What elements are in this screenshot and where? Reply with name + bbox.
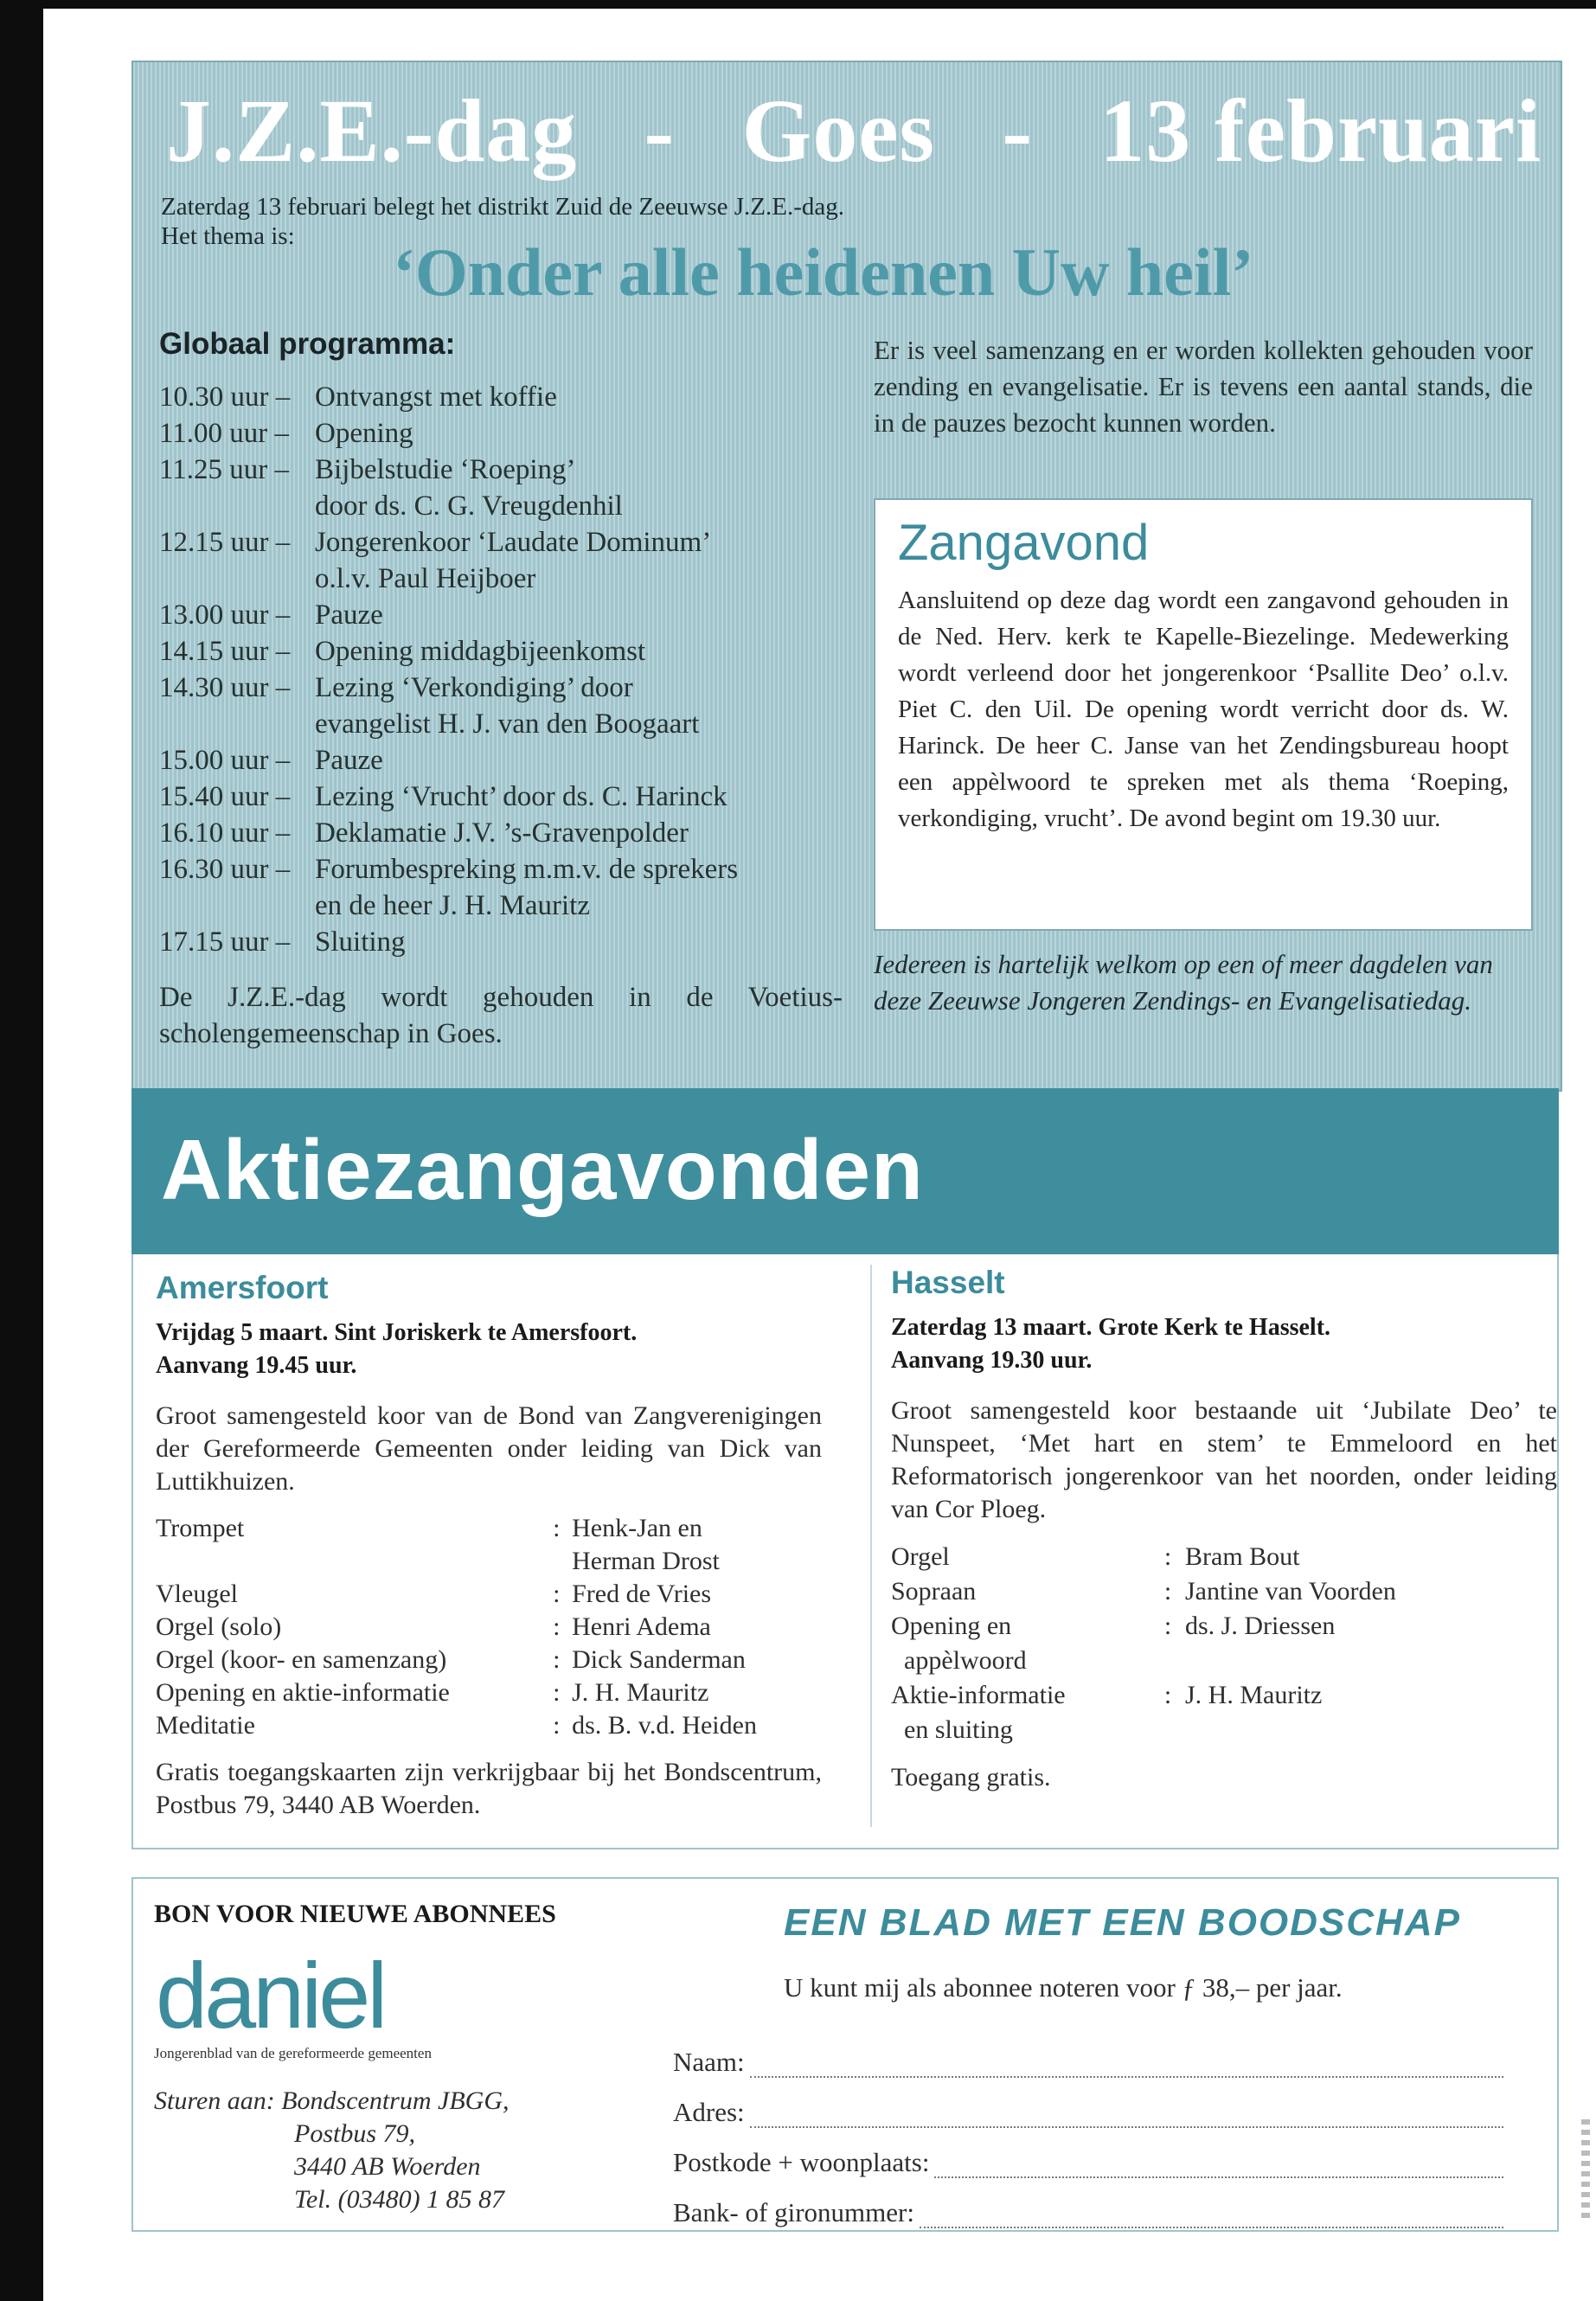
name-field[interactable] (750, 2055, 1503, 2078)
jze-title-dash: - (644, 81, 676, 181)
send-address (154, 2085, 509, 2216)
role-label: Opening en aktie-informatie (156, 1678, 450, 1707)
amersfoort-heading: Amersfoort (156, 1270, 329, 1305)
send-line: Postbus 79, (294, 2119, 416, 2148)
program-time: 15.00 uur – (159, 745, 291, 776)
form-row-bank (673, 2178, 1503, 2228)
program-text: Lezing ‘Vrucht’ door ds. C. Harinck (315, 781, 727, 812)
role-separator: : (553, 1678, 561, 1707)
program-text: Pauze (315, 599, 383, 631)
role-separator: : (553, 1514, 561, 1542)
program-item (159, 815, 843, 851)
jze-location: De J.Z.E.-dag wordt gehouden in de Voetius-scholengemeenschap in Goes. (159, 982, 843, 1049)
hasselt-heading: Hasselt (891, 1265, 1005, 1300)
send-line: Tel. (03480) 1 85 87 (294, 2185, 505, 2214)
aktie-banner (131, 1088, 1559, 1254)
role-label: Meditatie (156, 1711, 255, 1740)
program-list (159, 379, 843, 960)
hasselt-when (891, 1311, 1557, 1377)
program-text: Pauze (315, 745, 383, 776)
jze-title-part: 13 februari (1099, 81, 1542, 181)
program-time: 14.15 uur – (159, 636, 291, 667)
postcode-field[interactable] (934, 2156, 1503, 2178)
role-label: Sopraan (891, 1577, 977, 1606)
form-row-address (673, 2078, 1503, 2128)
amersfoort-description: Groot samengesteld koor van de Bond van Zangverenigingen der Gereformeerde Gemeenten onder leiding van Dick van Luttikhuizen. (156, 1401, 822, 1496)
role-name: ds. B. v.d. Heiden (572, 1711, 757, 1740)
role-separator: : (1163, 1542, 1172, 1571)
address-field[interactable] (750, 2106, 1503, 2128)
zangavond-box (874, 498, 1533, 931)
role-name: Henk-Jan en Herman Drost (572, 1514, 720, 1575)
jze-title-dash: - (1002, 81, 1033, 181)
program-item (159, 851, 843, 924)
hasselt-roles (891, 1540, 1557, 1747)
role-row (156, 1709, 822, 1742)
scan-edge-mark (1581, 2119, 1590, 2223)
subscribe-text: U kunt mij als abonnee noteren voor ƒ 38,– per jaar. (784, 1972, 1343, 2003)
role-label: Orgel (koor- en samenzang) (156, 1645, 447, 1674)
program-time: 11.00 uur – (159, 418, 290, 449)
hasselt-description: Groot samengesteld koor bestaande uit ‘Jubilate Deo’ te Nunspeet, ‘Met hart en stem’ te Emmeloord en het Reformatorisch jongerenkoor van het noorden, onder leiding van Cor Ploeg. (891, 1396, 1557, 1523)
program-heading: Globaal programma: (159, 327, 456, 361)
role-row (156, 1611, 822, 1644)
role-name: Dick Sanderman (572, 1645, 746, 1674)
amersfoort-roles (156, 1512, 822, 1742)
role-name: Fred de Vries (572, 1580, 712, 1608)
role-row (891, 1540, 1557, 1574)
send-label: Sturen aan: (154, 2086, 275, 2115)
role-row (156, 1578, 822, 1611)
coupon-form (673, 2028, 1503, 2228)
role-row (891, 1678, 1557, 1747)
name-label: Naam: (673, 2047, 745, 2077)
amersfoort-when (156, 1317, 822, 1382)
program-item (159, 452, 843, 524)
jze-intro-line: Het thema is: (161, 222, 295, 250)
role-separator: : (553, 1711, 561, 1740)
program-time: 11.25 uur – (159, 454, 290, 485)
role-label: Vleugel (156, 1580, 238, 1608)
bank-field[interactable] (920, 2206, 1503, 2228)
scan-top-border (43, 0, 1596, 9)
program-time: 16.30 uur – (159, 854, 291, 885)
coupon-heading: BON VOOR NIEUWE ABONNEES (154, 1900, 556, 1928)
program-text: Deklamatie J.V. ’s-Gravenpolder (315, 817, 689, 849)
form-row-name (673, 2028, 1503, 2078)
send-line: Bondscentrum JBGG, (281, 2086, 510, 2115)
postcode-label: Postkode + woonplaats: (673, 2147, 930, 2177)
hasselt-free-entry: Toegang gratis. (891, 1763, 1051, 1791)
program-text: Forumbespreking m.m.v. de sprekers en de heer J. H. Mauritz (315, 854, 739, 921)
program-text: Bijbelstudie ‘Roeping’ door ds. C. G. Vreugdenhil (315, 454, 623, 522)
role-separator: : (1163, 1681, 1172, 1709)
welcome-text: Iedereen is hartelijk welkom op een of meer dagdelen van deze Zeeuwse Jongeren Zendings- en Evangelisatiedag. (874, 949, 1493, 1016)
program-time: 17.15 uur – (159, 926, 291, 958)
program-text: Ontvangst met koffie (315, 381, 557, 413)
program-text: Opening (315, 418, 413, 449)
role-name: ds. J. Driessen (1185, 1612, 1336, 1640)
role-name: J. H. Mauritz (572, 1678, 709, 1707)
role-separator: : (1163, 1577, 1172, 1606)
jze-dag-section (131, 61, 1562, 1092)
program-item (159, 779, 843, 815)
program-item (159, 597, 843, 633)
jze-theme: ‘Onder alle heidenen Uw heil’ (393, 234, 1254, 310)
subscription-coupon (131, 1877, 1559, 2232)
jze-title (166, 80, 1542, 183)
program-text: Sluiting (315, 926, 406, 958)
slogan: EEN BLAD MET EEN BOODSCHAP (784, 1901, 1461, 1944)
role-name: J. H. Mauritz (1185, 1681, 1323, 1709)
hasselt-date: Zaterdag 13 maart. Grote Kerk te Hasselt. (891, 1314, 1331, 1341)
program-time: 10.30 uur – (159, 381, 291, 413)
role-label: Orgel (891, 1542, 950, 1571)
role-name: Bram Bout (1185, 1542, 1300, 1571)
zangavond-body: Aansluitend op deze dag wordt een zangavond gehouden in de Ned. Herv. kerk te Kapelle-Biezelinge. Medewerking wordt verleend door het jongerenkoor ‘Psallite Deo’ o.l.v. Piet C. den Uil. De opening wordt verricht door ds. W. Harinck. De heer C. Janse van het Zendingsbureau hoopt een appèlwoord te spreken met als thema ‘Roeping, verkondiging, vrucht’. De avond begint om 19.30 uur. (898, 586, 1509, 832)
role-row (156, 1676, 822, 1709)
amersfoort-column (156, 1270, 822, 1822)
bank-label: Bank- of gironummer: (673, 2197, 914, 2227)
zangavond-title: Zangavond (898, 515, 1150, 571)
aktie-section (131, 1254, 1559, 1849)
amersfoort-start: Aanvang 19.45 uur. (156, 1352, 357, 1379)
jze-title-part: Goes (741, 81, 936, 181)
aktie-title: Aktiezangavonden (161, 1122, 924, 1217)
program-time: 12.15 uur – (159, 527, 291, 558)
amersfoort-date: Vrijdag 5 maart. Sint Joriskerk te Amersfoort. (156, 1319, 638, 1346)
logo-subtitle: Jongerenblad van de gereformeerde gemeenten (154, 2045, 432, 2061)
program-text: Jongerenkoor ‘Laudate Dominum’ o.l.v. Paul Heijboer (315, 527, 712, 594)
program-item (159, 670, 843, 742)
program-time: 14.30 uur – (159, 672, 291, 703)
role-separator: : (553, 1645, 561, 1674)
hasselt-column (870, 1265, 1557, 1827)
jze-intro-line: Zaterdag 13 februari belegt het distrikt Zuid de Zeeuwse J.Z.E.-dag. (161, 193, 844, 221)
scan-left-border (0, 0, 43, 2301)
program-time: 15.40 uur – (159, 781, 291, 812)
program-item (159, 742, 843, 779)
daniel-logo-word: daniel (156, 1943, 385, 2048)
role-label: Trompet (156, 1514, 245, 1542)
jze-right-intro: Er is veel samenzang en er worden kollekten gehouden voor zending en evangelisatie. Er is tevens een aantal stands, die in de pauzes bezocht kunnen worden. (874, 335, 1533, 438)
role-label: Aktie-informatie en sluiting (891, 1681, 1066, 1744)
role-name: Jantine van Voorden (1185, 1577, 1396, 1606)
role-separator: : (553, 1580, 561, 1608)
role-row (156, 1512, 822, 1578)
role-row (891, 1609, 1557, 1678)
program-time: 16.10 uur – (159, 817, 291, 849)
program-item (159, 524, 843, 597)
amersfoort-tickets: Gratis toegangskaarten zijn verkrijgbaar bij het Bondscentrum, Postbus 79, 3440 AB Woerden. (156, 1758, 822, 1819)
jze-title-part: J.Z.E.-dag (166, 81, 578, 181)
role-row (156, 1644, 822, 1676)
hasselt-start: Aanvang 19.30 uur. (891, 1347, 1093, 1374)
role-row (891, 1574, 1557, 1609)
daniel-logo (156, 1943, 441, 2050)
form-row-postcode (673, 2128, 1503, 2178)
program-item (159, 924, 843, 960)
program-item (159, 415, 843, 452)
role-name: Henri Adema (572, 1612, 711, 1641)
send-line: 3440 AB Woerden (294, 2152, 481, 2181)
program-item (159, 633, 843, 670)
program-text: Opening middagbijeenkomst (315, 636, 646, 667)
role-label: Opening en appèlwoord (891, 1612, 1027, 1675)
role-label: Orgel (solo) (156, 1612, 282, 1641)
address-label: Adres: (673, 2097, 745, 2127)
program-time: 13.00 uur – (159, 599, 291, 631)
role-separator: : (553, 1612, 561, 1641)
role-separator: : (1163, 1612, 1172, 1640)
program-item (159, 379, 843, 415)
program-text: Lezing ‘Verkondiging’ door evangelist H. J. van den Boogaart (315, 672, 700, 740)
